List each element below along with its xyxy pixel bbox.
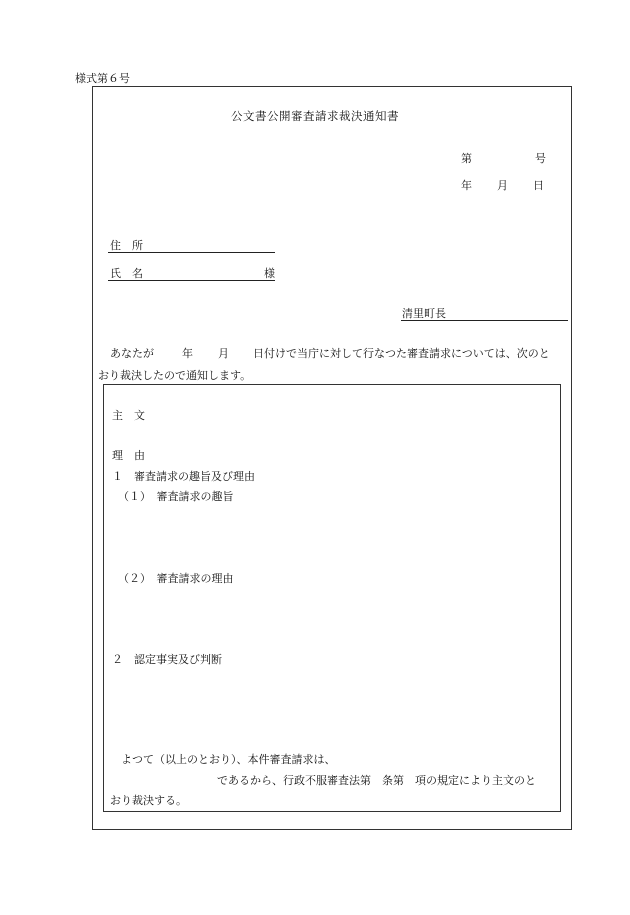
date-month: 月: [497, 179, 508, 192]
sender-line: [401, 320, 568, 321]
intro-line2: おり裁決したので通知します。: [98, 369, 252, 382]
item-1-2: （２） 審査請求の理由: [118, 572, 234, 585]
sender-title: 清里町長: [402, 307, 446, 320]
address-label: 住 所: [110, 239, 143, 252]
honorific: 様: [264, 267, 275, 280]
intro-year: 年: [182, 347, 193, 360]
name-label: 氏 名: [110, 267, 143, 280]
reason-heading: 理 由: [112, 449, 145, 462]
decision-frame: [103, 384, 561, 812]
main-text-heading: 主 文: [112, 409, 145, 422]
conclusion-line-1: よつて（以上のとおり）、本件審査請求は、: [121, 753, 336, 766]
name-line: [108, 280, 275, 281]
date-day: 日: [533, 179, 544, 192]
item-1: １ 審査請求の趣旨及び理由: [112, 470, 255, 483]
date-year: 年: [461, 179, 472, 192]
item-2: ２ 認定事実及び判断: [112, 653, 222, 666]
document-title: 公文書公開審査請求裁決通知書: [231, 109, 399, 123]
intro-part1: あなたが: [110, 347, 154, 360]
address-line: [108, 252, 275, 253]
number-prefix: 第: [461, 152, 472, 165]
intro-part2: 日付けで当庁に対して行なつた審査請求については、次のと: [253, 347, 550, 360]
number-suffix: 号: [535, 152, 546, 165]
form-number: 様式第６号: [75, 72, 130, 85]
conclusion-line-2: であるから、行政不服審査法第 条第 項の規定により主文のと: [217, 774, 536, 787]
conclusion-line-3: おり裁決する。: [110, 794, 187, 807]
item-1-1: （１） 審査請求の趣旨: [118, 490, 234, 503]
intro-month: 月: [218, 347, 229, 360]
